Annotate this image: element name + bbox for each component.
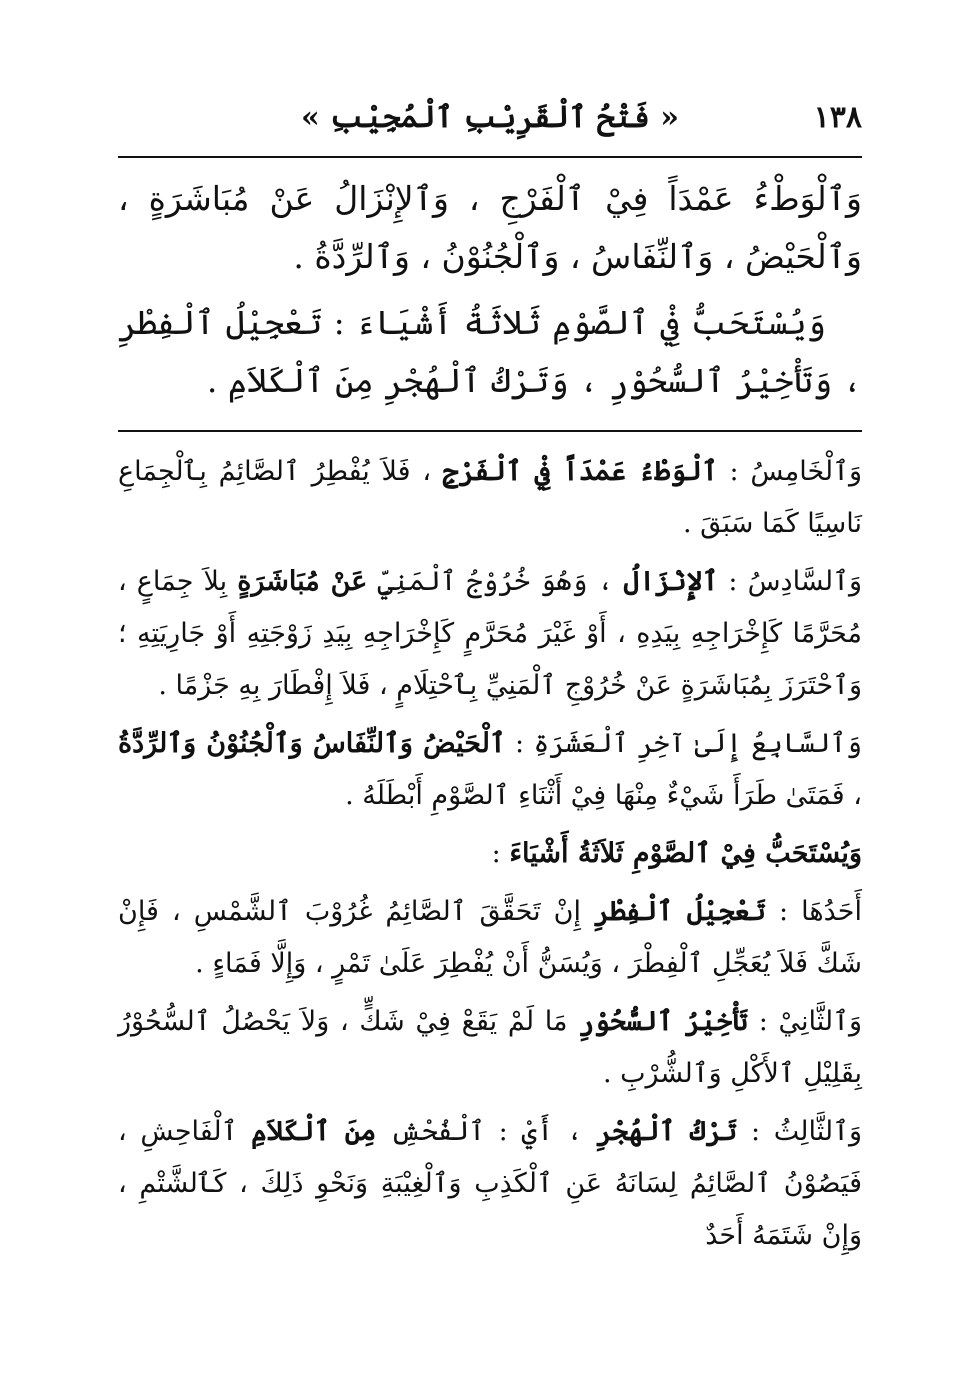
book-page (118, 96, 862, 1268)
commentary-paragraph (118, 996, 862, 1100)
commentary-text: ، فَمَتَىٰ طَرَأَ شَيْءٌ مِنْهَا فِيْ أَثْنَاءِ ٱلصَّوْمِ أَبْطَلَهُ . (345, 780, 862, 811)
quoted-matn: تَأْخِيْرُ ٱلسُّحُوْرِ (578, 1006, 748, 1037)
page-header (118, 96, 862, 156)
commentary-text: ، وَهُوَ خُرُوْجُ ٱلْمَنِيِّ (367, 566, 624, 597)
commentary-paragraph (118, 1106, 862, 1262)
quoted-matn: عَنْ مُبَاشَرَةٍ (237, 566, 368, 597)
commentary-text: ، أَيْ : ٱلْفُحْشِ (376, 1116, 597, 1147)
quoted-matn: تَعْجِيْلُ ٱلْفِطْرِ (594, 896, 767, 927)
page-number: ١٣٨ (813, 100, 862, 135)
commentary-divider (118, 430, 862, 432)
section-heading: وَيُسْتَحَبُّ فِيْ ٱلصَّوْمِ ثَلاَثَةُ أَشْيَاءَ (509, 838, 862, 869)
quoted-matn: ٱلإِنْزَالُ (623, 566, 719, 597)
commentary-text: وَٱلثَّانِيْ : (747, 1006, 863, 1037)
commentary-paragraph (118, 556, 862, 712)
commentary-text: مَا لَمْ يَقَعْ فِيْ شَكٍّ ، وَلاَ يَحْصُلُ ٱلسُّحُوْرُ بِقَلِيْلِ ٱلأَكْلِ وَٱلشُّرْبِ . (118, 1006, 862, 1089)
header-rule (118, 156, 862, 158)
commentary-paragraph (118, 446, 862, 550)
main-text-paragraph: وَٱلْوَطْءُ عَمْدَاً فِيْ ٱلْفَرْجِ ، وَٱلإِنْزَالُ عَنْ مُبَاشَرَةٍ ، وَٱلْحَيْضُ ، وَٱلنِّفَاسُ ، وَٱلْجُنُوْنُ ، وَٱلرِّدَّةُ . (118, 179, 862, 276)
commentary-text: وَٱلسَّابِعُ إِلَىٰ آخِرِ ٱلْعَشَرَةِ : (505, 728, 862, 759)
main-text (118, 170, 862, 410)
commentary-text: وَٱلثَّالِثُ : (737, 1116, 862, 1147)
commentary-paragraph (118, 718, 862, 822)
commentary-text: إِنْ تَحَقَّقَ ٱلصَّائِمُ غُرُوْبَ ٱلشَّمْسِ ، فَإِنْ شَكَّ فَلاَ يُعَجِّلِ ٱلْفِطْرَ ، وَيُسَنُّ أَنْ يُفْطِرَ عَلَىٰ تَمْرٍ ، وَإِلَّا فَمَاءٍ . (118, 896, 862, 979)
quoted-matn: تَرْكُ ٱلْهُجْرِ (596, 1116, 738, 1147)
commentary-text: ٱلْفَاحِشِ ، فَيَصُوْنُ ٱلصَّائِمُ لِسَانَهُ عَنِ ٱلْكَذِبِ وَٱلْغِيْبَةِ وَنَحْوِ ذَلِكَ ، كَٱلشَّتْمِ ، وَإِنْ شَتَمَهُ أَحَدٌ (118, 1116, 862, 1251)
commentary-text: وَٱلْخَامِسُ : (717, 456, 862, 487)
quoted-matn: ٱلْوَطْءُ عَمْدَاً فِيْ ٱلْفَرْجِ (442, 456, 718, 487)
commentary-text: : (491, 838, 510, 869)
commentary-paragraph (118, 886, 862, 990)
commentary-paragraph (118, 828, 862, 880)
commentary (118, 446, 862, 1262)
commentary-text: أَحَدُهَا : (766, 896, 862, 927)
running-title: « فَتْحُ ٱلْقَرِيْبِ ٱلْمُجِيْبِ » (300, 100, 680, 135)
main-text-paragraph: وَيُسْتَحَبُّ فِيْ ٱلصَّوْمِ ثَلاثَةُ أَشْيَاءَ : تَعْجِيْلُ ٱلْفِطْرِ ، وَتَأْخِيْرُ ٱلسُّحُوْرِ ، وَتَرْكُ ٱلْهُجْرِ مِنَ ٱلْكَلاَمِ . (118, 303, 862, 400)
commentary-text: وَٱلسَّادِسُ : (718, 566, 862, 597)
quoted-matn: ٱلْحَيْضُ وَٱلنِّفَاسُ وَٱلْجُنُوْنُ وَٱلرِّدَّةُ (118, 728, 506, 759)
quoted-matn: مِنَ ٱلْكَلاَمِ (251, 1116, 377, 1147)
commentary-text: بِلاَ جِمَاعٍ ، مُحَرَّمًا كَإِخْرَاجِهِ بِيَدِهِ ، أَوْ غَيْرَ مُحَرَّمٍ كَإِخْرَاجِهِ بِيَدِ زَوْجَتِهِ أَوْ جَارِيَتِهِ ؛ وَٱحْتَرَزَ بِمُبَاشَرَةٍ عَنْ خُرُوْجِ ٱلْمَنِيِّ بِٱحْتِلَامٍ ، فَلاَ إِفْطَارَ بِهِ جَزْمًا . (118, 566, 862, 701)
commentary-text: ، فَلاَ يُفْطِرُ ٱلصَّائِمُ بِٱلْجِمَاعِ نَاسِيًا كَمَا سَبَقَ . (118, 456, 862, 539)
